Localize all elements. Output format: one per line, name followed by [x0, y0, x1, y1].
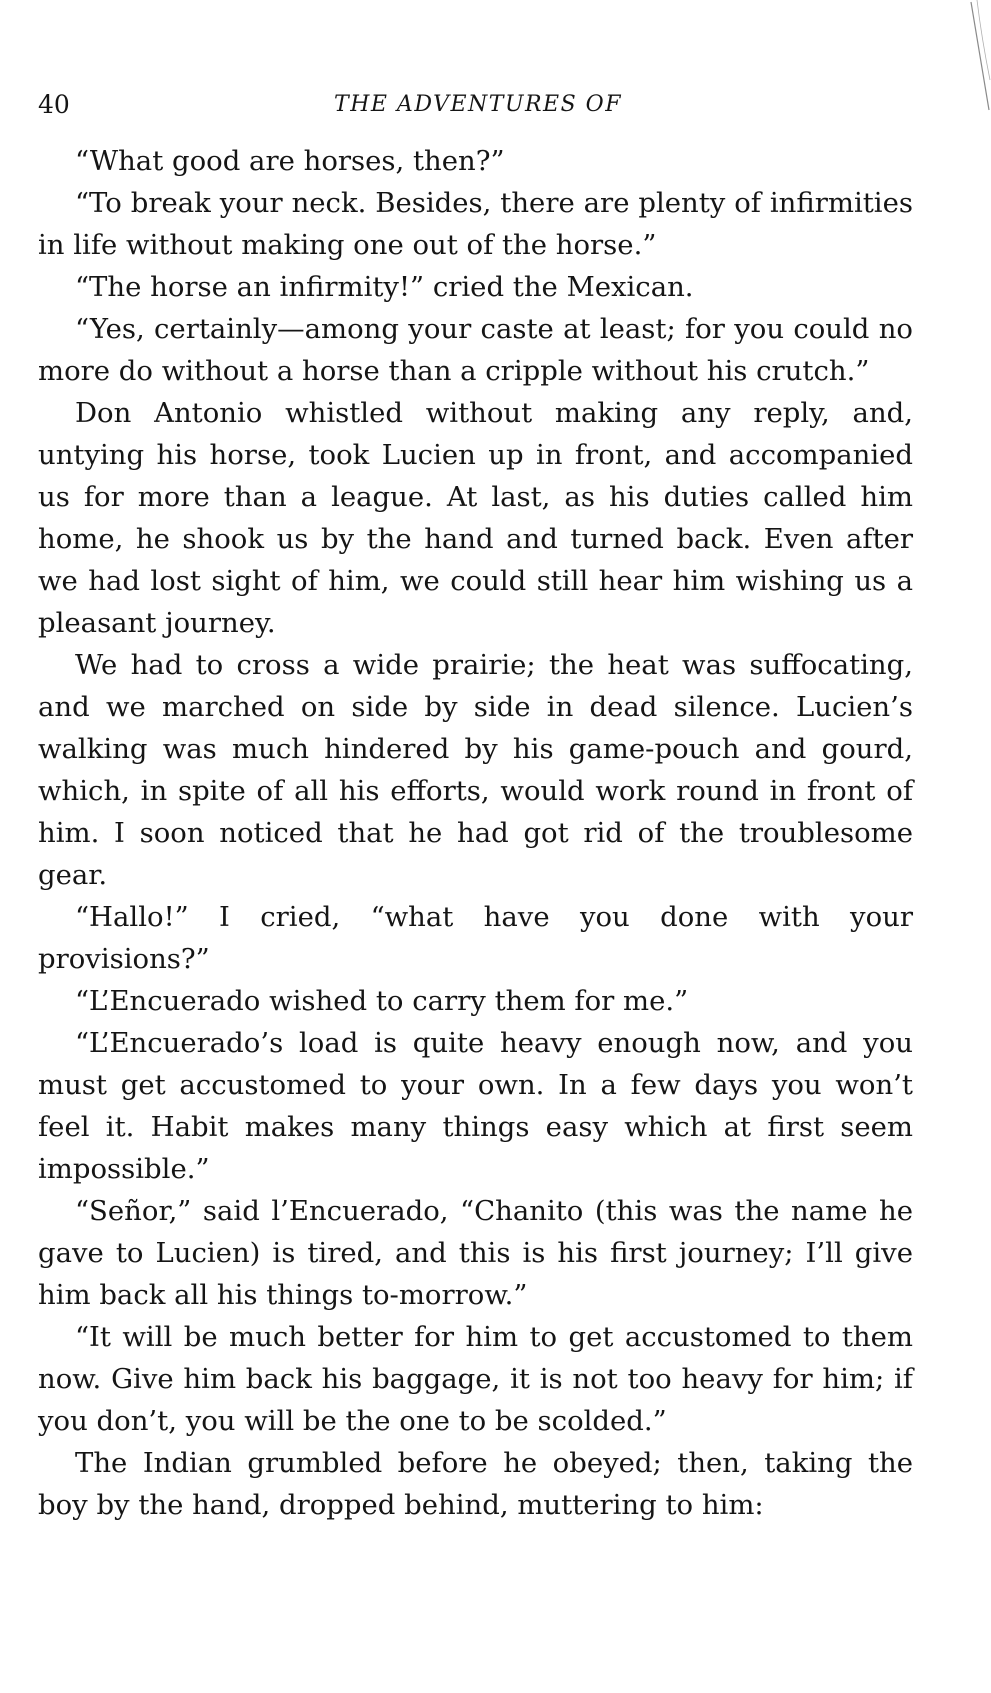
paragraph: “The horse an infirmity!” cried the Mexican.	[75, 271, 694, 303]
page-header	[38, 88, 913, 122]
page-number: 40	[38, 90, 70, 119]
body-text	[38, 140, 913, 1526]
paragraph: The Indian grumbled before he obeyed; then, taking the boy by the hand, dropped behind, muttering to him:	[38, 1447, 913, 1521]
paragraph: “It will be much better for him to get accustomed to them now. Give him back his baggage, it is not too heavy for him; if you don’t, you will be the one to be scolded.”	[38, 1321, 913, 1437]
paragraph: “To break your neck. Besides, there are plenty of infirmities in life without making one out of the horse.”	[38, 187, 913, 261]
paragraph: “Hallo!” I cried, “what have you done with your provisions?”	[38, 901, 913, 975]
paragraph: “What good are horses, then?”	[75, 145, 505, 177]
page-edge-mark	[967, 0, 991, 120]
running-title: THE ADVENTURES OF	[334, 92, 622, 117]
paragraph: “Señor,” said l’Encuerado, “Chanito (this was the name he gave to Lucien) is tired, and this is his first journey; I’ll give him back all his things to-morrow.”	[38, 1195, 913, 1311]
paragraph: “L’Encuerado’s load is quite heavy enough now, and you must get accustomed to your own. In a few days you won’t feel it. Habit makes many things easy which at first seem impossible.”	[38, 1027, 913, 1185]
paragraph: Don Antonio whistled without making any reply, and, untying his horse, took Lucien up in front, and accompanied us for more than a league. At last, as his duties called him home, he shook us by the hand and turned back. Even after we had lost sight of him, we could still hear him wishing us a pleasant journey.	[38, 397, 913, 639]
paragraph: We had to cross a wide prairie; the heat was suffocating, and we marched on side by side in dead silence. Lucien’s walking was much hindered by his game-pouch and gourd, which, in spite of all his efforts, would work round in front of him. I soon noticed that he had got rid of the troublesome gear.	[38, 649, 913, 891]
paragraph: “Yes, certainly—among your caste at least; for you could no more do without a horse than a cripple without his crutch.”	[38, 313, 913, 387]
paragraph: “L’Encuerado wished to carry them for me.”	[75, 985, 689, 1017]
